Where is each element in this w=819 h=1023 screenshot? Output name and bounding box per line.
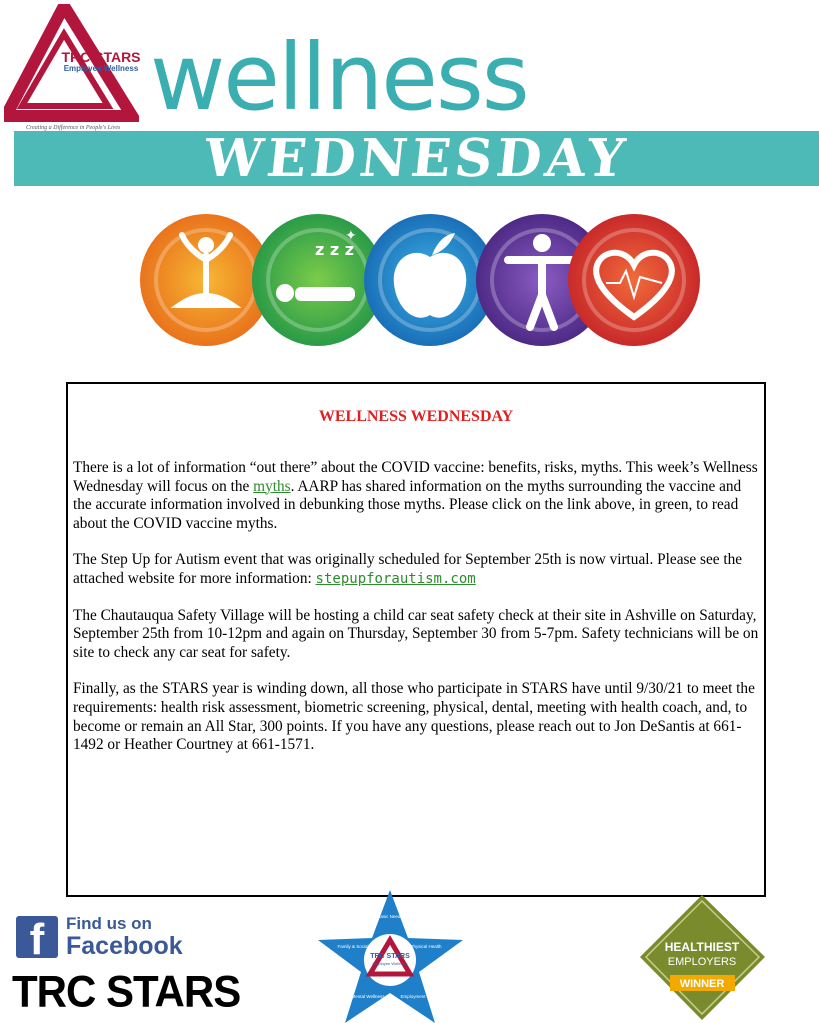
- facebook-find-text: Find us on: [66, 914, 152, 933]
- star-logo-subtitle: Employee Wellness: [372, 961, 408, 966]
- facebook-icon: f: [16, 916, 58, 958]
- svg-text:✦: ✦: [345, 228, 357, 244]
- announcement-body: [73, 459, 763, 773]
- announcement-box: [66, 382, 766, 897]
- heart-rate-icon: [568, 214, 700, 346]
- trc-stars-logo: [4, 4, 139, 129]
- svg-text:z z z: z z z: [315, 240, 355, 259]
- facebook-name: Facebook: [66, 932, 183, 960]
- stars-star-logo: [318, 890, 463, 1023]
- wellness-icons-row: [140, 205, 700, 355]
- star-label-mental-wellness: Mental Wellness: [351, 994, 385, 999]
- logo-tagline: Creating a Difference in People's Lives: [26, 125, 121, 131]
- covid-text-before: There is a lot of information “out there” about the COVID vaccine: benefits, risks, myths. This week’s Wellness Wednesday will focus on the: [73, 459, 758, 495]
- healthiest-employers-badge: [640, 895, 765, 1020]
- stars-requirements-paragraph: Finally, as the STARS year is winding down, all those who participate in STARS have until 9/30/21 to meet the requirements: health risk assessment, biometric screening, physical, dental, meeting with health coach, and, to become or remain an All Star, 300 points. If you have any questions, please reach out to Jon DeSantis at 661-1492 or Heather Courtney at 661-1571.: [73, 680, 755, 754]
- autism-text: The Step Up for Autism event that was originally scheduled for September 25th is now virtual. Please see the attached website for more information:: [73, 551, 743, 587]
- logo-title: TRC STARS: [61, 49, 141, 65]
- logo-text-block: [56, 50, 146, 73]
- logo-subtitle: Employee Wellness: [63, 64, 139, 73]
- wellness-heading: wellness: [150, 24, 528, 131]
- facebook-block[interactable]: [14, 912, 204, 972]
- star-logo-title: TRC STARS: [370, 953, 410, 960]
- covid-paragraph: [73, 459, 763, 533]
- trc-stars-footer-title: TRC STARS: [12, 966, 241, 1017]
- autism-paragraph: [73, 551, 763, 588]
- badge-line2: EMPLOYERS: [667, 956, 737, 968]
- wednesday-heading: WEDNESDAY: [201, 128, 632, 189]
- covid-text-after: . AARP has shared information on the myths surrounding the vaccine and the accurate information involved in debunking those myths. Please click on the link above, in green, to read about the COVID vaccine myths.: [73, 477, 742, 532]
- announcement-title: WELLNESS WEDNESDAY: [318, 408, 514, 425]
- star-label-physical-health: Physical Health: [410, 944, 442, 949]
- myths-link[interactable]: myths: [253, 477, 291, 495]
- star-label-employment: Employment: [400, 994, 426, 999]
- car-seat-paragraph: The Chautauqua Safety Village will be hosting a child car seat safety check at their site in Ashville on Saturday, September 25th from 10-12pm and again on Thursday, September 30 from 5-7pm. Safety technicians will be on site to check any car seat for safety.: [73, 606, 759, 661]
- star-label-basic-needs: Basic Needs: [377, 914, 403, 919]
- stepupforautism-link[interactable]: stepupforautism.com: [315, 570, 476, 587]
- star-label-family-social: Family & Social: [337, 944, 369, 949]
- badge-line3: WINNER: [679, 978, 725, 990]
- badge-line1: HEALTHIEST: [664, 940, 740, 954]
